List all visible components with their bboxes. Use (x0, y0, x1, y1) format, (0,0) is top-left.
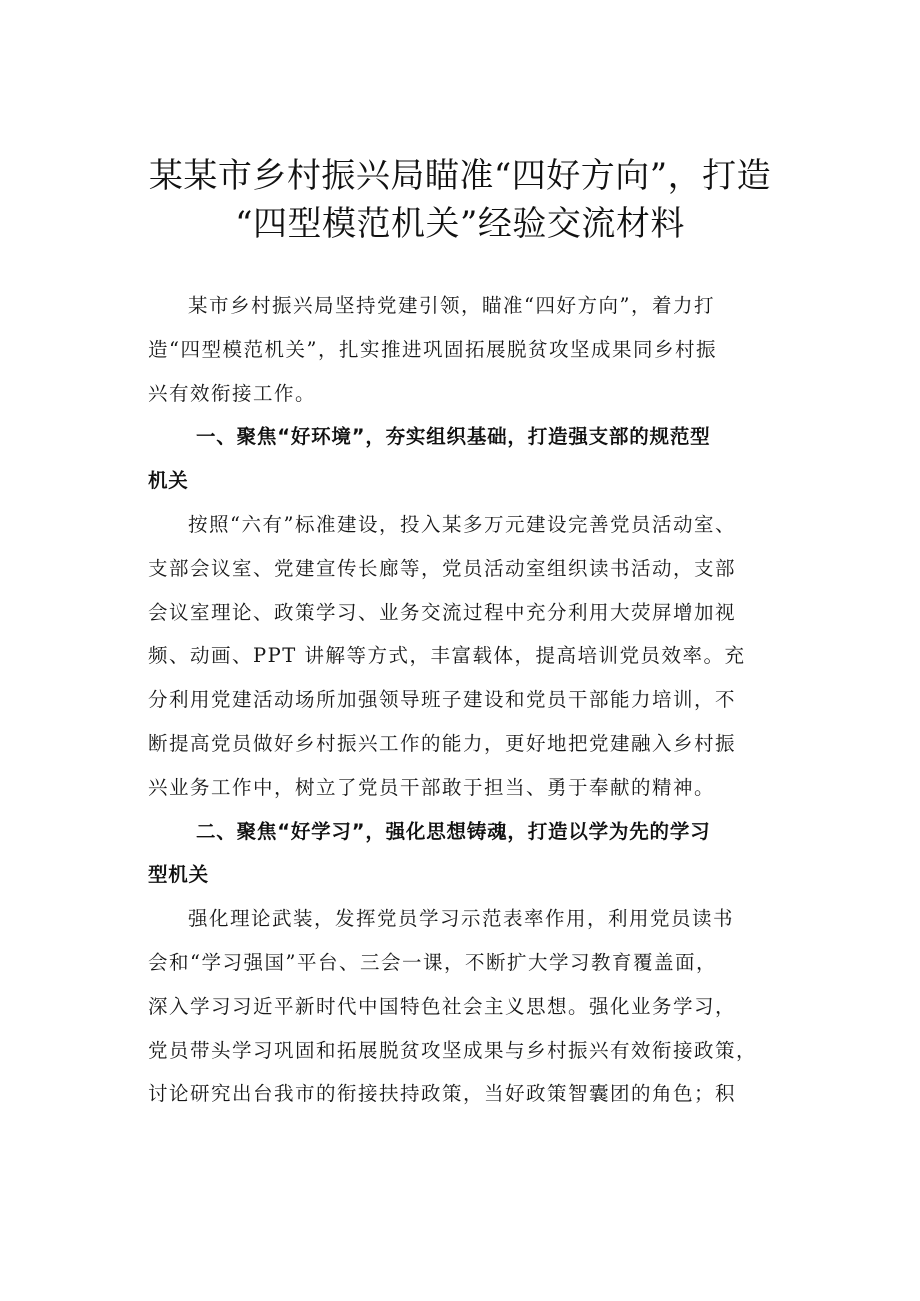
text-line: 造“四型模范机关”，扎实推进巩固拓展脱贫攻坚成果同乡村振 (148, 337, 717, 361)
section-1-paragraph (148, 503, 808, 810)
text-line: 频、动画、PPT 讲解等方式，丰富载体，提高培训党员效率。充 (148, 644, 746, 668)
title-line-2: “四型模范机关”经验交流材料 (235, 204, 685, 244)
text-line: 党员带头学习巩固和拓展脱贫攻坚成果与乡村振兴有效衔接政策， (148, 1038, 758, 1062)
text-line: 兴有效衔接工作。 (148, 381, 317, 405)
heading-line: 一、聚焦“好环境”，夯实组织基础，打造强支部的规范型 (196, 425, 711, 449)
document-body (148, 284, 808, 1116)
text-line: 支部会议室、党建宣传长廊等，党员活动室组织读书活动，支部 (148, 556, 737, 580)
heading-line: 型机关 (148, 863, 209, 887)
title-line-1: 某某市乡村振兴局瞄准“四好方向”，打造 (148, 156, 772, 196)
intro-paragraph (148, 284, 808, 415)
heading-line: 机关 (148, 469, 189, 493)
text-line: 兴业务工作中，树立了党员干部敢于担当、勇于奉献的精神。 (148, 775, 716, 799)
text-line: 分利用党建活动场所加强领导班子建设和党员干部能力培训，不 (148, 688, 737, 712)
text-line: 某市乡村振兴局坚持党建引领，瞄准“四好方向”，着力打 (188, 294, 715, 317)
text-line: 断提高党员做好乡村振兴工作的能力，更好地把党建融入乡村振 (148, 731, 737, 755)
text-line: 会和“学习强国”平台、三会一课，不断扩大学习教育覆盖面， (148, 950, 717, 974)
section-1-heading (148, 415, 808, 503)
text-line: 会议室理论、政策学习、业务交流过程中充分利用大荧屏增加视 (148, 600, 737, 624)
text-line: 讨论研究出台我市的衔接扶持政策，当好政策智囊团的角色；积 (148, 1082, 737, 1106)
text-line: 按照“六有”标准建设，投入某多万元建设完善党员活动室、 (188, 512, 736, 536)
heading-line: 二、聚焦“好学习”，强化思想铸魂，打造以学为先的学习 (196, 819, 711, 843)
document-title (120, 152, 800, 248)
text-line: 强化理论武装，发挥党员学习示范表率作用，利用党员读书 (188, 907, 735, 931)
section-2-heading (148, 810, 808, 898)
section-2-paragraph (148, 897, 808, 1116)
text-line: 深入学习习近平新时代中国特色社会主义思想。强化业务学习， (148, 994, 737, 1018)
